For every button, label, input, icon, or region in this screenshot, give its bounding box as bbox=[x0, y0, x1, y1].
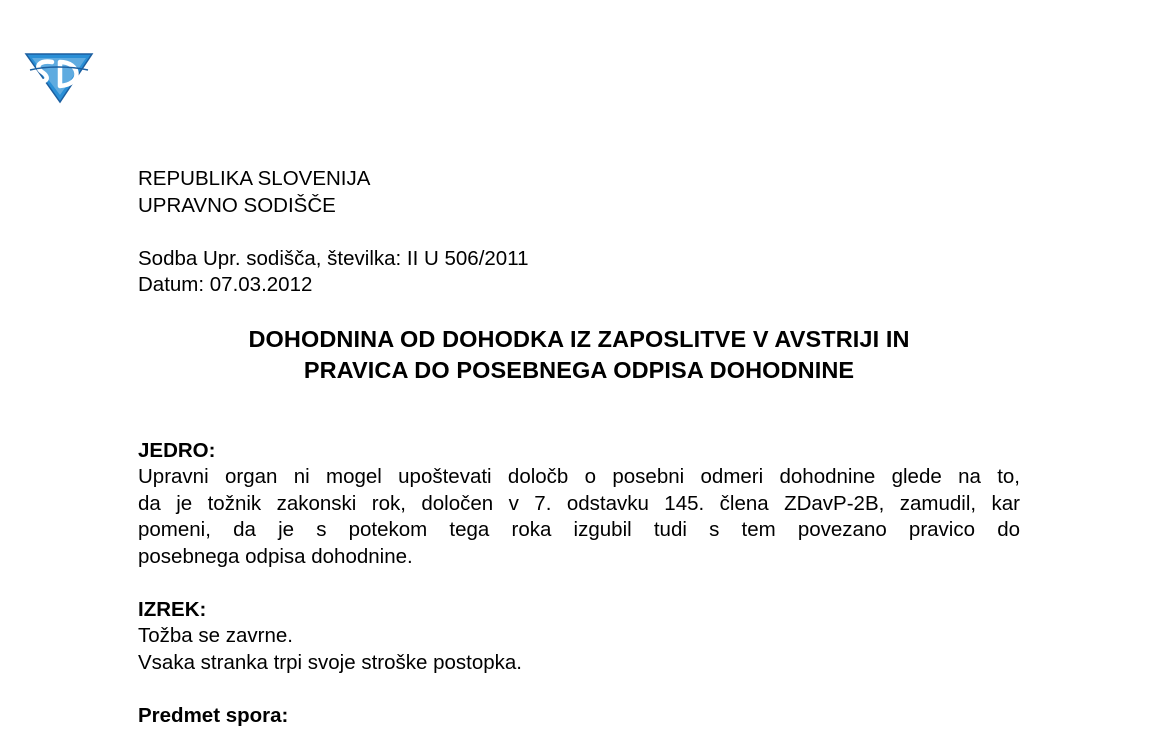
title-line-2: PRAVICA DO POSEBNEGA ODPISA DOHODNINE bbox=[303, 356, 855, 383]
document-body bbox=[138, 166, 1020, 729]
jedro-paragraph bbox=[138, 464, 1020, 570]
izrek-heading: IZREK: bbox=[138, 597, 207, 621]
decision-date: Datum: 07.03.2012 bbox=[138, 273, 313, 296]
document-title bbox=[138, 324, 1020, 386]
jedro-line: da je tožnik zakonski rok, določen v 7. odstavku 145. člena ZDavP-2B, zamudil, kar bbox=[138, 491, 1020, 515]
court-name: UPRAVNO SODIŠČE bbox=[138, 193, 336, 217]
jedro-heading: JEDRO: bbox=[138, 438, 216, 462]
jedro-line: posebnega odpisa dohodnine. bbox=[138, 544, 413, 568]
title-line-1: DOHODNINA OD DOHODKA IZ ZAPOSLITVE V AVSTRIJI IN bbox=[248, 325, 910, 352]
country-name: REPUBLIKA SLOVENIJA bbox=[138, 167, 371, 190]
izrek-line-2: Vsaka stranka trpi svoje stroške postopka. bbox=[138, 650, 522, 674]
court-logo bbox=[22, 48, 96, 104]
predmet-spora-heading: Predmet spora: bbox=[138, 703, 289, 727]
jedro-line: Upravni organ ni mogel upoštevati določb o posebni odmeri dohodnine glede na to, bbox=[138, 465, 1020, 488]
jedro-line: pomeni, da je s potekom tega roka izgubil tudi s tem povezano pravico do bbox=[138, 518, 1020, 541]
case-reference: Sodba Upr. sodišča, številka: II U 506/2011 bbox=[138, 246, 529, 270]
izrek-line-1: Tožba se zavrne. bbox=[138, 624, 293, 647]
